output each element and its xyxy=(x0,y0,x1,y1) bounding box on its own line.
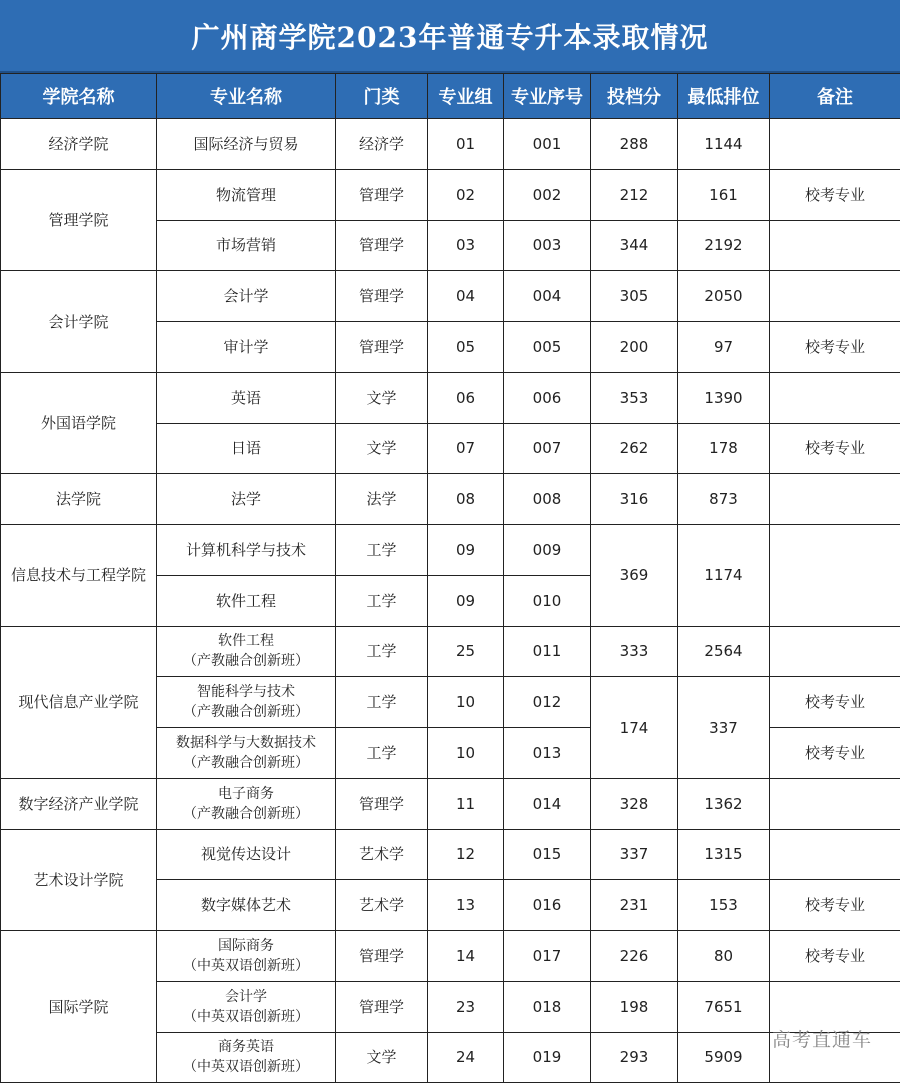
category-cell: 工学 xyxy=(336,525,428,576)
seq-cell: 006 xyxy=(504,372,591,423)
group-cell: 06 xyxy=(428,372,504,423)
seq-cell: 005 xyxy=(504,322,591,373)
seq-cell: 016 xyxy=(504,880,591,931)
score-cell: 226 xyxy=(591,931,678,982)
note-cell: 校考专业 xyxy=(770,728,900,779)
header-note: 备注 xyxy=(770,74,900,119)
score-cell: 337 xyxy=(591,829,678,880)
major-cell: 视觉传达设计 xyxy=(157,829,336,880)
note-cell xyxy=(770,829,900,880)
admission-table xyxy=(0,73,900,1083)
score-cell: 288 xyxy=(591,119,678,170)
category-cell: 管理学 xyxy=(336,981,428,1032)
seq-cell: 004 xyxy=(504,271,591,322)
category-cell: 管理学 xyxy=(336,271,428,322)
score-cell: 198 xyxy=(591,981,678,1032)
score-cell: 369 xyxy=(591,525,678,627)
major-cell: 计算机科学与技术 xyxy=(157,525,336,576)
group-cell: 12 xyxy=(428,829,504,880)
seq-cell: 013 xyxy=(504,728,591,779)
college-cell: 管理学院 xyxy=(1,169,157,271)
table-row xyxy=(1,931,900,982)
seq-cell: 001 xyxy=(504,119,591,170)
score-cell: 333 xyxy=(591,626,678,677)
note-cell xyxy=(770,271,900,322)
major-cell: 国际经济与贸易 xyxy=(157,119,336,170)
category-cell: 文学 xyxy=(336,1032,428,1083)
score-cell: 293 xyxy=(591,1032,678,1083)
category-cell: 管理学 xyxy=(336,169,428,220)
major-class: （中英双语创新班） xyxy=(157,1057,335,1077)
score-cell: 353 xyxy=(591,372,678,423)
college-cell: 外国语学院 xyxy=(1,372,157,474)
score-cell: 305 xyxy=(591,271,678,322)
rank-cell: 153 xyxy=(678,880,770,931)
note-cell: 校考专业 xyxy=(770,880,900,931)
header-seq: 专业序号 xyxy=(504,74,591,119)
note-cell: 校考专业 xyxy=(770,677,900,728)
seq-cell: 009 xyxy=(504,525,591,576)
major-cell xyxy=(157,981,336,1032)
rank-cell: 7651 xyxy=(678,981,770,1032)
major-cell: 数字媒体艺术 xyxy=(157,880,336,931)
group-cell: 09 xyxy=(428,575,504,626)
seq-cell: 007 xyxy=(504,423,591,474)
note-cell xyxy=(770,525,900,627)
table-row xyxy=(1,626,900,677)
major-cell: 审计学 xyxy=(157,322,336,373)
category-cell: 工学 xyxy=(336,626,428,677)
group-cell: 14 xyxy=(428,931,504,982)
major-cell xyxy=(157,1032,336,1083)
header-group: 专业组 xyxy=(428,74,504,119)
group-cell: 07 xyxy=(428,423,504,474)
major-name: 国际商务 xyxy=(157,936,335,956)
category-cell: 经济学 xyxy=(336,119,428,170)
group-cell: 02 xyxy=(428,169,504,220)
category-cell: 管理学 xyxy=(336,220,428,271)
note-cell xyxy=(770,119,900,170)
major-class: （产教融合创新班） xyxy=(157,804,335,824)
major-name: 电子商务 xyxy=(157,784,335,804)
category-cell: 工学 xyxy=(336,677,428,728)
category-cell: 管理学 xyxy=(336,322,428,373)
major-name: 会计学 xyxy=(157,987,335,1007)
major-class: （产教融合创新班） xyxy=(157,702,335,722)
note-cell xyxy=(770,626,900,677)
group-cell: 03 xyxy=(428,220,504,271)
group-cell: 05 xyxy=(428,322,504,373)
category-cell: 文学 xyxy=(336,423,428,474)
rank-cell: 2050 xyxy=(678,271,770,322)
major-name: 数据科学与大数据技术 xyxy=(157,733,335,753)
seq-cell: 018 xyxy=(504,981,591,1032)
note-cell: 校考专业 xyxy=(770,322,900,373)
major-cell: 物流管理 xyxy=(157,169,336,220)
rank-cell: 1390 xyxy=(678,372,770,423)
group-cell: 10 xyxy=(428,728,504,779)
college-cell: 艺术设计学院 xyxy=(1,829,157,931)
note-cell: 校考专业 xyxy=(770,931,900,982)
rank-cell: 1174 xyxy=(678,525,770,627)
seq-cell: 012 xyxy=(504,677,591,728)
major-class: （中英双语创新班） xyxy=(157,1007,335,1027)
table-row xyxy=(1,271,900,322)
seq-cell: 010 xyxy=(504,575,591,626)
major-cell: 日语 xyxy=(157,423,336,474)
seq-cell: 008 xyxy=(504,474,591,525)
seq-cell: 019 xyxy=(504,1032,591,1083)
category-cell: 工学 xyxy=(336,575,428,626)
rank-cell: 2564 xyxy=(678,626,770,677)
category-cell: 管理学 xyxy=(336,931,428,982)
major-class: （中英双语创新班） xyxy=(157,956,335,976)
college-cell: 国际学院 xyxy=(1,931,157,1083)
major-class: （产教融合创新班） xyxy=(157,753,335,773)
header-major: 专业名称 xyxy=(157,74,336,119)
table-row xyxy=(1,119,900,170)
table-row xyxy=(1,778,900,829)
major-cell: 英语 xyxy=(157,372,336,423)
note-cell xyxy=(770,778,900,829)
major-name: 软件工程 xyxy=(157,631,335,651)
category-cell: 文学 xyxy=(336,372,428,423)
group-cell: 23 xyxy=(428,981,504,1032)
score-cell: 316 xyxy=(591,474,678,525)
group-cell: 11 xyxy=(428,778,504,829)
table-row xyxy=(1,474,900,525)
seq-cell: 014 xyxy=(504,778,591,829)
group-cell: 09 xyxy=(428,525,504,576)
major-cell xyxy=(157,728,336,779)
major-cell: 法学 xyxy=(157,474,336,525)
college-cell: 信息技术与工程学院 xyxy=(1,525,157,627)
rank-cell: 1362 xyxy=(678,778,770,829)
category-cell: 工学 xyxy=(336,728,428,779)
rank-cell: 2192 xyxy=(678,220,770,271)
major-name: 智能科学与技术 xyxy=(157,682,335,702)
major-class: （产教融合创新班） xyxy=(157,651,335,671)
major-cell: 软件工程 xyxy=(157,575,336,626)
score-cell: 200 xyxy=(591,322,678,373)
major-cell xyxy=(157,931,336,982)
rank-cell: 1315 xyxy=(678,829,770,880)
major-name: 商务英语 xyxy=(157,1037,335,1057)
score-cell: 344 xyxy=(591,220,678,271)
header-category: 门类 xyxy=(336,74,428,119)
group-cell: 04 xyxy=(428,271,504,322)
rank-cell: 97 xyxy=(678,322,770,373)
major-cell: 市场营销 xyxy=(157,220,336,271)
college-cell: 现代信息产业学院 xyxy=(1,626,157,778)
group-cell: 25 xyxy=(428,626,504,677)
note-cell xyxy=(770,220,900,271)
note-cell xyxy=(770,372,900,423)
score-cell: 212 xyxy=(591,169,678,220)
header-row xyxy=(1,74,900,119)
rank-cell: 1144 xyxy=(678,119,770,170)
score-cell: 174 xyxy=(591,677,678,779)
major-cell xyxy=(157,778,336,829)
category-cell: 艺术学 xyxy=(336,880,428,931)
college-cell: 数字经济产业学院 xyxy=(1,778,157,829)
score-cell: 231 xyxy=(591,880,678,931)
rank-cell: 5909 xyxy=(678,1032,770,1083)
rank-cell: 178 xyxy=(678,423,770,474)
college-cell: 会计学院 xyxy=(1,271,157,373)
table-row xyxy=(1,525,900,576)
rank-cell: 337 xyxy=(678,677,770,779)
header-rank: 最低排位 xyxy=(678,74,770,119)
seq-cell: 003 xyxy=(504,220,591,271)
seq-cell: 015 xyxy=(504,829,591,880)
major-cell: 会计学 xyxy=(157,271,336,322)
major-cell xyxy=(157,626,336,677)
group-cell: 01 xyxy=(428,119,504,170)
note-cell xyxy=(770,474,900,525)
header-college: 学院名称 xyxy=(1,74,157,119)
page-title: 广州商学院2023年普通专升本录取情况 xyxy=(0,0,900,73)
rank-cell: 80 xyxy=(678,931,770,982)
header-score: 投档分 xyxy=(591,74,678,119)
category-cell: 艺术学 xyxy=(336,829,428,880)
note-cell: 校考专业 xyxy=(770,423,900,474)
group-cell: 24 xyxy=(428,1032,504,1083)
group-cell: 13 xyxy=(428,880,504,931)
score-cell: 328 xyxy=(591,778,678,829)
seq-cell: 002 xyxy=(504,169,591,220)
rank-cell: 873 xyxy=(678,474,770,525)
table-row xyxy=(1,829,900,880)
score-cell: 262 xyxy=(591,423,678,474)
seq-cell: 011 xyxy=(504,626,591,677)
table-row xyxy=(1,372,900,423)
group-cell: 08 xyxy=(428,474,504,525)
note-cell: 校考专业 xyxy=(770,169,900,220)
seq-cell: 017 xyxy=(504,931,591,982)
watermark-text: 高考直通车 xyxy=(772,1025,872,1052)
category-cell: 管理学 xyxy=(336,778,428,829)
major-cell xyxy=(157,677,336,728)
college-cell: 经济学院 xyxy=(1,119,157,170)
table-row xyxy=(1,169,900,220)
college-cell: 法学院 xyxy=(1,474,157,525)
category-cell: 法学 xyxy=(336,474,428,525)
rank-cell: 161 xyxy=(678,169,770,220)
group-cell: 10 xyxy=(428,677,504,728)
